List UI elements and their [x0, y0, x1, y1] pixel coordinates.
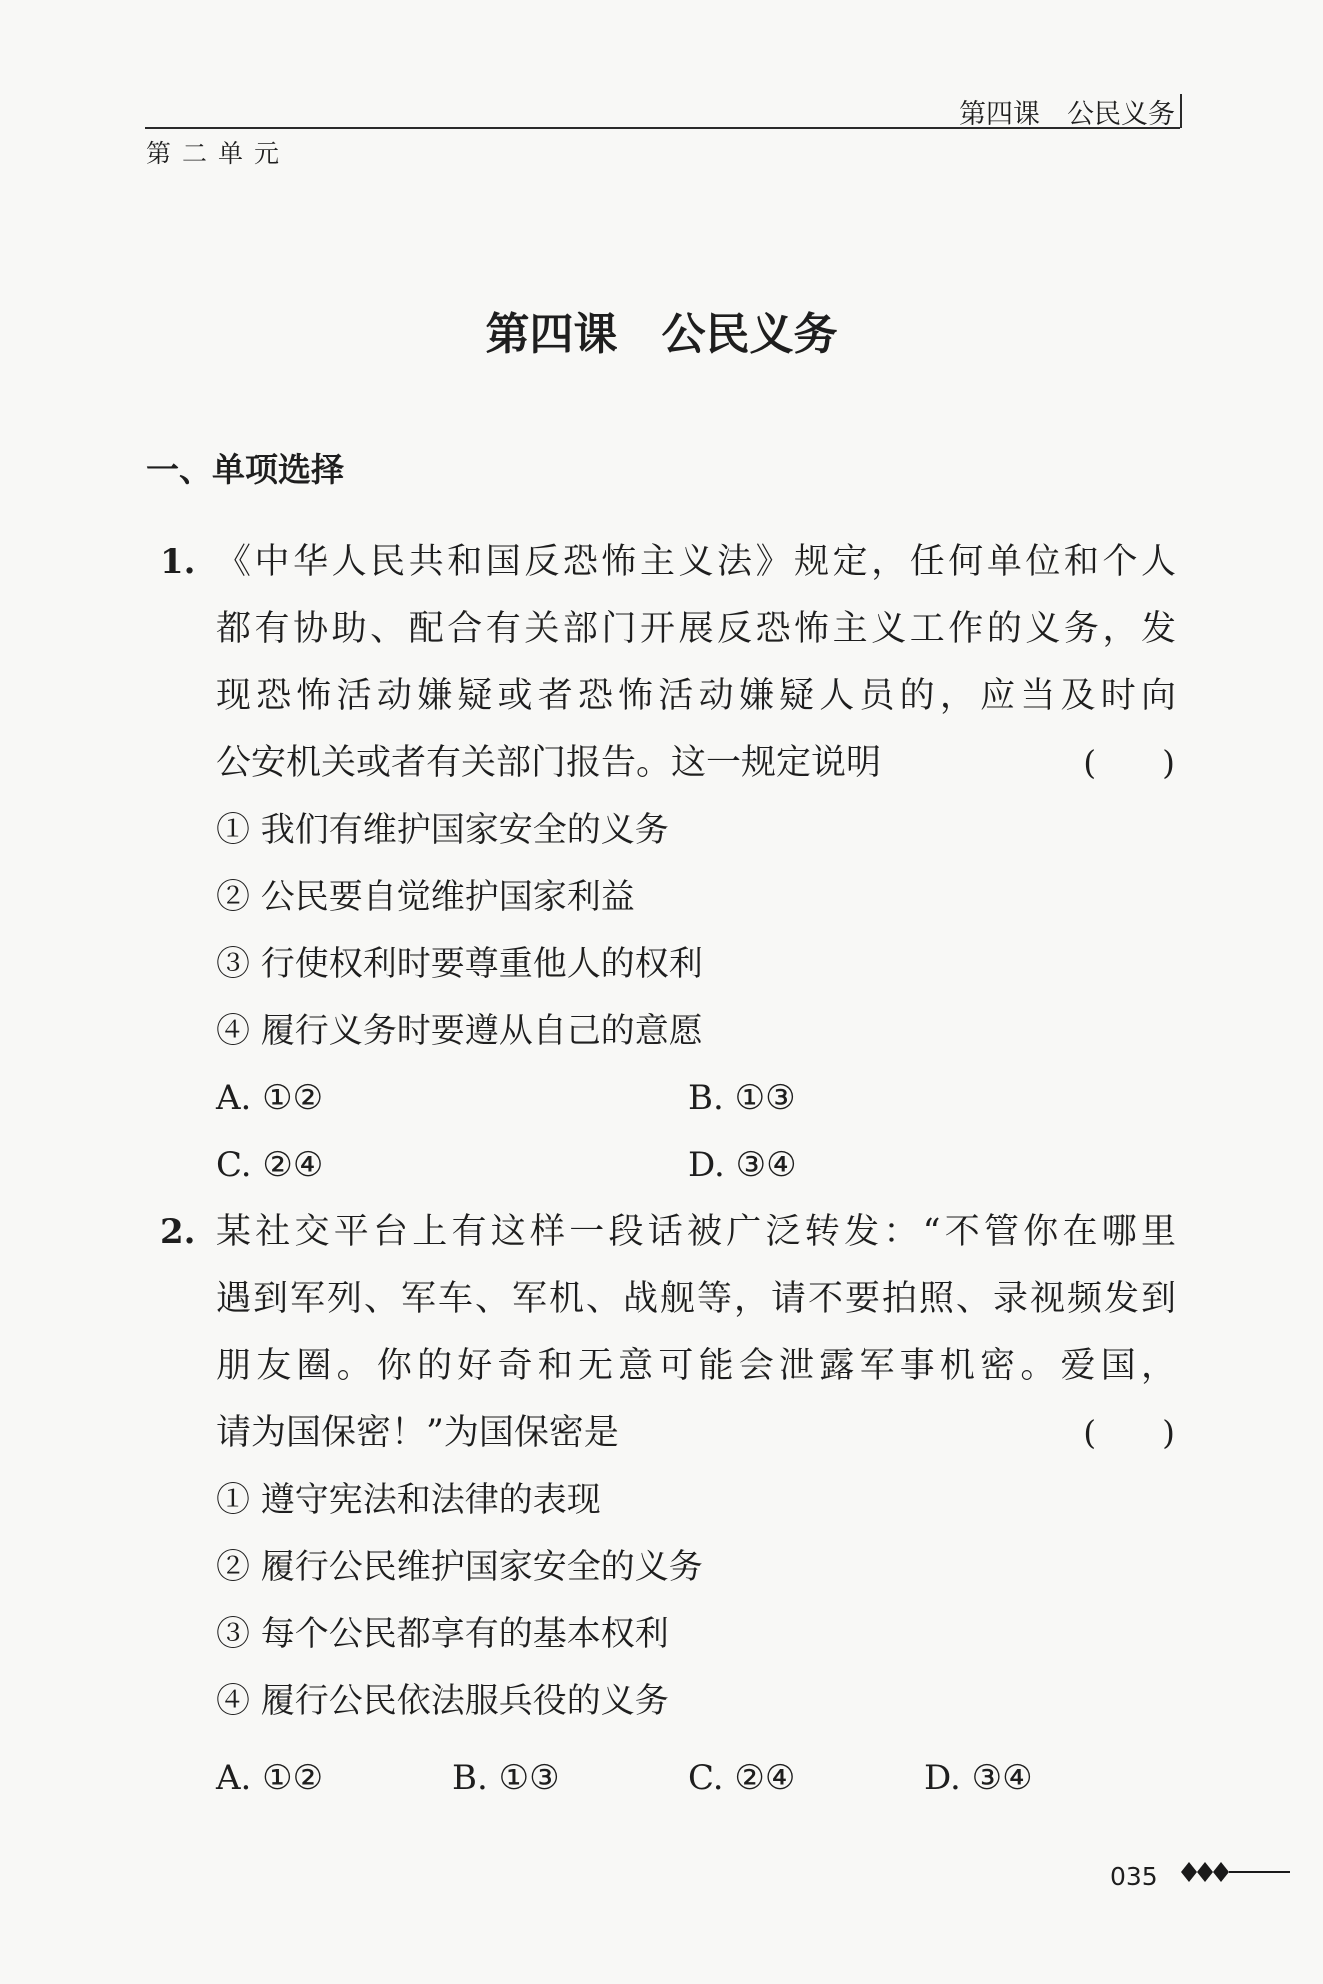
question-2-option-d: D. ③④	[924, 1758, 1033, 1798]
diamond-ornament-icon	[1172, 1856, 1292, 1888]
page-number: 035	[1110, 1862, 1158, 1891]
question-2-option-a: A. ①②	[216, 1758, 324, 1798]
question-1-line-3: 现恐怖活动嫌疑或者恐怖活动嫌疑人员的，应当及时向	[216, 676, 1176, 716]
question-1-statement-4: ④ 履行义务时要遵从自己的意愿	[216, 1011, 703, 1051]
question-2-option-c: C. ②④	[688, 1758, 796, 1798]
question-1-option-c: C. ②④	[216, 1145, 324, 1185]
question-2-option-b: B. ①③	[452, 1758, 560, 1798]
section-heading: 一、单项选择	[146, 450, 344, 489]
question-1-statement-1: ① 我们有维护国家安全的义务	[216, 810, 669, 850]
question-2-number: 2.	[160, 1212, 196, 1252]
question-1-option-a: A. ①②	[216, 1078, 324, 1118]
question-1-line-4: 公安机关或者有关部门报告。这一规定说明	[216, 743, 882, 783]
question-2-statement-3: ③ 每个公民都享有的基本权利	[216, 1614, 669, 1654]
question-2-line-1: 某社交平台上有这样一段话被广泛转发：“不管你在哪里	[216, 1212, 1176, 1252]
question-2-line-4: 请为国保密！”为国保密是	[216, 1413, 619, 1453]
question-2-line-3: 朋友圈。你的好奇和无意可能会泄露军事机密。爱国，	[216, 1346, 1176, 1386]
header-rule	[145, 127, 1180, 129]
question-1-answer-blank: ( )	[1083, 743, 1175, 782]
question-1-statement-3: ③ 行使权利时要尊重他人的权利	[216, 944, 703, 984]
question-2-line-2: 遇到军列、军车、军机、战舰等，请不要拍照、录视频发到	[216, 1279, 1176, 1319]
question-2-statement-4: ④ 履行公民依法服兵役的义务	[216, 1681, 669, 1721]
running-header-unit: 第二单元	[146, 139, 291, 168]
question-2-statement-1: ① 遵守宪法和法律的表现	[216, 1480, 601, 1520]
question-1-option-d: D. ③④	[688, 1145, 797, 1185]
question-1-option-b: B. ①③	[688, 1078, 796, 1118]
question-1-line-2: 都有协助、配合有关部门开展反恐怖主义工作的义务，发	[216, 609, 1176, 649]
question-2-answer-blank: ( )	[1083, 1413, 1175, 1452]
question-1-number: 1.	[160, 542, 196, 582]
question-2-statement-2: ② 履行公民维护国家安全的义务	[216, 1547, 703, 1587]
running-header-lesson: 第四课 公民义务	[959, 99, 1175, 130]
header-end-bar	[1180, 94, 1182, 128]
question-1-statement-2: ② 公民要自觉维护国家利益	[216, 877, 635, 917]
lesson-title: 第四课 公民义务	[485, 309, 838, 360]
question-1-line-1: 《中华人民共和国反恐怖主义法》规定，任何单位和个人	[216, 542, 1176, 582]
